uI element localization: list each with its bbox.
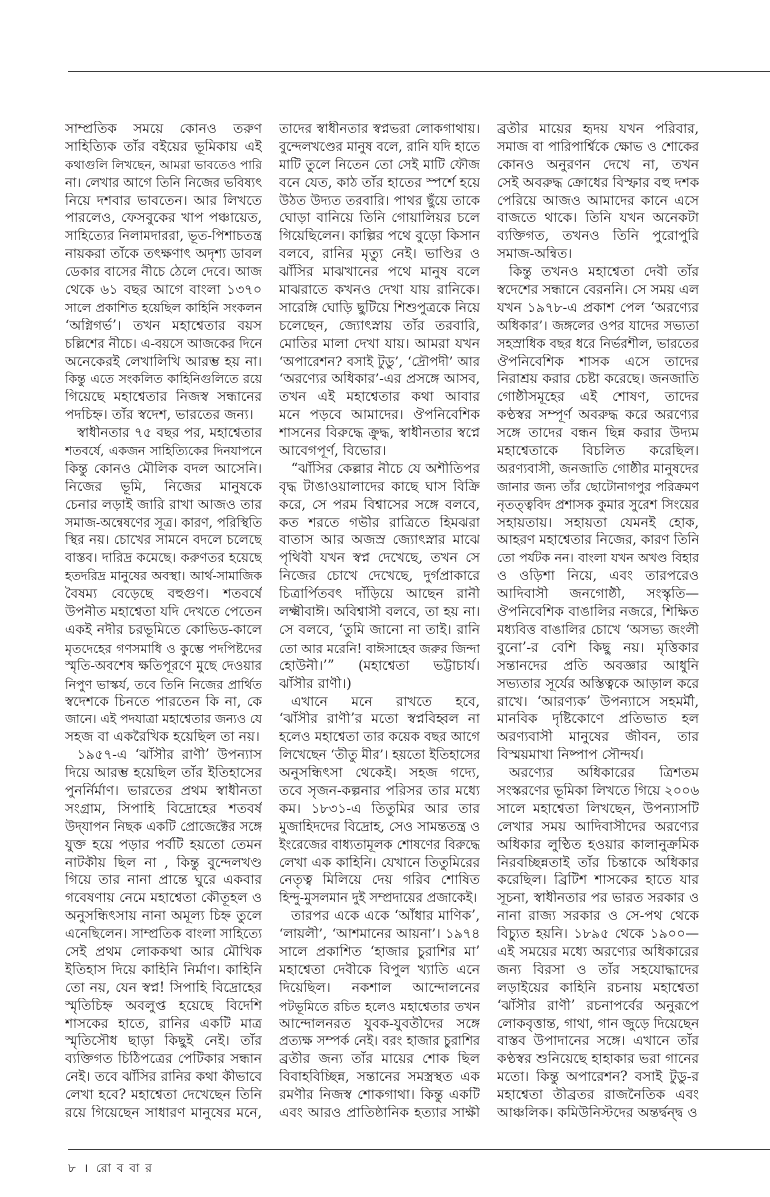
- text-line: লড়াইয়ের কাহিনি রচনায় মহাশ্বেতা: [497, 979, 699, 996]
- text-line: নিরাশ্রয় করার চেষ্টা করেছে। জনজাতি: [497, 372, 699, 388]
- text-line: নিপুণ ভাস্কর্য, তবে তিনি নিজের প্রার্থিত: [65, 676, 262, 692]
- text-line: ঝাঁসির মাঝখানের পথে মানুষ বলে: [279, 264, 480, 281]
- text-line: বাস্তব। দারিদ্র কমেছে। করুণতর হয়েছে: [65, 551, 262, 567]
- text-line: পদচিহ্ন। তাঁর স্বদেশ, ভারতের জন্য।: [65, 407, 254, 424]
- text-line: সভ্যতার সূর্যের অস্তিত্বকে আড়াল করে: [497, 676, 699, 692]
- text-line: লিখেছেন ‘তীতু মীর’। হয়তো ইতিহাসের: [279, 748, 480, 764]
- text-line: হলেও মহাশ্বেতা তার কয়েক বছর আগে: [279, 730, 480, 746]
- text-line: কণ্ঠস্বর সম্পূর্ণ অবরুদ্ধ করে অরণ্যের: [497, 407, 699, 424]
- text-line: ব্রতীর জন্য তাঁর মায়ের শোক ছিল: [279, 1051, 480, 1068]
- text-line: নৃতত্ত্ববিদ প্রশাসক কুমার সুরেশ সিংয়ের: [497, 497, 699, 513]
- text-line: নিজের চোখে দেখেছে, দুর্গপ্রাকারে: [279, 568, 480, 585]
- text-line: লেখা হবে? মহাশ্বেতা দেখেছেন তিনি: [65, 1087, 262, 1104]
- text-line: রমণীর নিজস্ব শোকগাথা। কিন্তু একটি: [279, 1087, 480, 1104]
- text-line: অরণ্যের অধিকারের ত্রিশতম: [509, 765, 699, 782]
- text-line: পারলেও, ফেসবুকের খাপ পঞ্চায়েত,: [65, 210, 262, 227]
- text-line: ‘ঝাঁসীর রাণী’র মতো স্বপ্নবিহ্বল না: [279, 711, 480, 728]
- text-line: মুজাহিদদের বিদ্রোহ, সেও সামন্ততন্ত্র ও: [279, 819, 480, 835]
- text-line: সমাজ-অন্বিত।: [497, 246, 573, 263]
- text-line: বাজতে থাকে। তিনি যখন অনেকটা: [497, 210, 699, 227]
- text-line: আদিবাসী জনগোষ্ঠী, সংস্কৃতি—: [497, 586, 699, 603]
- text-line: কোনও অনুরণন দেখে না, তখন: [497, 156, 699, 173]
- text-line: নাটকীয় ছিল না , কিন্তু বুন্দেলখণ্ড: [65, 854, 262, 871]
- text-line: অরণ্যবাসী, জনজাতি গোষ্ঠীর মানুষদের: [497, 461, 699, 477]
- text-line: বৃদ্ধ টাঙাওয়ালাদের কাছে ঘাস বিক্রি: [279, 478, 480, 495]
- text-line: নিজের ভূমি, নিজের মানুষকে: [65, 478, 262, 495]
- text-line: নিরবচ্ছিন্নতাই তাঁর চিন্তাকে অধিকার: [497, 854, 699, 871]
- text-line: সারেঙ্গি ঘোড়ি ছুটিয়ে শিশুপুত্রকে নিয়ে: [279, 300, 480, 316]
- text-line: অধিকার লুণ্ঠিত হওয়ার কালানুক্রমিক: [497, 836, 699, 853]
- text-line: সঙ্গে তাদের বন্ধন ছিন্ন করার উদ্যম: [497, 425, 699, 442]
- text-line: শাসনের বিরুদ্ধে ক্রুদ্ধ, স্বাধীনতার স্বপ্নে: [279, 425, 480, 442]
- text-line: তবে সৃজন-কল্পনার পরিসর তার মধ্যে: [279, 782, 480, 799]
- text-line: কিন্তু এতে সংকলিত কাহিনিগুলিতে রয়ে: [65, 372, 262, 387]
- text-line: আন্দোলনরত যুবক-যুবতীদের সঙ্গে: [279, 1015, 480, 1032]
- text-line: আঞ্চলিক। কমিউনিস্টদের অন্তর্দ্বন্দ্ব ও: [497, 1104, 698, 1121]
- text-line: তো নয়, যেন স্বপ্ন! সিপাহি বিদ্রোহের: [65, 979, 262, 996]
- text-line: বাতাস আর অজস্র জ্যোৎস্নার মাঝে: [279, 532, 480, 549]
- text-line: কিন্তু তখনও মহাশ্বেতা দেবী তাঁর: [509, 264, 699, 281]
- text-line: স্বদেশকে চিনতে পারতেন কি না, কে: [65, 693, 262, 710]
- text-line: অনেকেরই লেখালিখি আরম্ভ হয় না।: [65, 353, 262, 370]
- text-line: উপনীত মহাশ্বেতা যদি দেখতে পেতেন: [65, 605, 262, 621]
- text-line: গবেষণায় নেমে মহাশ্বেতা কৌতূহল ও: [65, 890, 262, 907]
- text-line: অধিকার’। জঙ্গলের ওপর যাদের সভ্যতা: [497, 318, 699, 334]
- text-line: ‘অরণ্যের অধিকার’-এর প্রসঙ্গে আসব,: [279, 372, 480, 388]
- text-line: লেখা এক কাহিনি। যেখানে তিতুমিরের: [279, 855, 480, 871]
- text-line: ‘ঝাঁসীর রাণী’ রচনাপর্বের অনুরূপে: [497, 997, 699, 1014]
- text-line: মাটি তুলে নিতেন তো সেই মাটি ফৌজ: [279, 157, 480, 173]
- text-line: ডেকার বাসের নীচে ঠেলে দেবে। আজ: [65, 265, 262, 281]
- text-line: জানার জন্য তাঁর ছোটোনাগপুর পরিক্রমণ: [497, 479, 699, 494]
- text-line: কিন্তু কোনও মৌলিক বদল আসেনি।: [65, 460, 262, 477]
- text-line: সমাজ বা পারিপার্শ্বিকে ক্ষোভ ও শোকের: [497, 139, 699, 155]
- text-line: ইংরেজের বাধ্যতামূলক শোষণের বিরুদ্ধে: [279, 837, 480, 853]
- text-line: অনুসন্ধিৎসায় নানা অমূল্য চিহ্ন তুলে: [65, 908, 262, 925]
- text-line: আবেগপূর্ণ, বিভোর।: [279, 443, 387, 460]
- text-line: নেই। তবে ঝাঁসির রানির কথা কীভাবে: [65, 1070, 262, 1086]
- text-line: হিন্দু-মুসলমান দুই সম্প্রদায়ের প্রজাকেই।: [279, 891, 477, 907]
- text-line: উদ্‌যাপন নিছক একটি প্রোজেক্টের সঙ্গে: [65, 819, 262, 835]
- text-column: [497, 121, 699, 1123]
- text-line: বুন্দেলখণ্ডের মানুষ বলে, রানি যদি হাতে: [279, 139, 480, 155]
- text-line: চলেছেন, জ্যোৎস্নায় তাঁর তরবারি,: [279, 317, 480, 334]
- text-line: মনে পড়বে আমাদের। ঔপনিবেশিক: [279, 407, 480, 424]
- text-line: মানবিক দৃষ্টিকোণে প্রতিভাত হল: [497, 711, 699, 728]
- text-line: কম। ১৮৩১-এ তিতুমির আর তার: [279, 800, 480, 817]
- text-line: ঔপনিবেশিক শাসক এসে তাদের: [497, 353, 699, 370]
- text-line: মাঝরাতে কখনও দেখা যায় রানিকে।: [279, 282, 480, 299]
- text-line: নায়করা তাঁকে তৎক্ষণাৎ অদৃশ্য ডাবল: [65, 247, 262, 263]
- text-line: এনেছিলেন। সাম্প্রতিক বাংলা সাহিত্যে: [65, 927, 262, 943]
- text-line: সংগ্রাম, সিপাহি বিদ্রোহের শতবর্ষ: [65, 800, 262, 817]
- text-line: পৃথিবী যখন স্বপ্ন দেখেছে, তখন সে: [279, 550, 480, 567]
- text-line: তো আর মরেনি! বাঈসাহেব জরুর জিন্দা: [279, 640, 480, 656]
- footer-separator: ।: [83, 1161, 89, 1175]
- text-line: পেরিয়ে আজও আমাদের কানে এসে: [497, 192, 699, 209]
- text-line: কণ্ঠস্বর শুনিয়েছে হাহাকার ভরা গানের: [497, 1051, 699, 1068]
- text-column: [65, 121, 262, 1123]
- text-line: স্মৃতি-অবশেষ ক্ষতিপূরণে মুছে দেওয়ার: [65, 658, 262, 674]
- text-line: ঔপনিবেশিক বাঙালির নজরে, শিক্ষিত: [497, 604, 699, 621]
- text-line: যুক্ত হয়ে পড়ার পর্বটি হয়তো তেমন: [65, 836, 262, 853]
- text-line: রয়ে গিয়েছেন সাধারণ মানুষের মনে,: [65, 1104, 262, 1121]
- text-line: সহস্রাধিক বছর ধরে নির্ভরশীল, ভারতের: [497, 336, 699, 352]
- text-line: মহাশ্বেতা দেবীকে বিপুল খ্যাতি এনে: [279, 961, 480, 978]
- text-line: তারপর একে একে ‘আঁধার মাণিক’,: [291, 908, 480, 925]
- text-line: করেছিল। ব্রিটিশ শাসকের হাতে যার: [497, 872, 699, 889]
- text-line: গিয়েছে মহাশ্বেতার নিজস্ব সন্ধানের: [65, 389, 262, 406]
- text-line: হতদরিদ্র মানুষের অবস্থা। আর্থ-সামাজিক: [65, 569, 262, 584]
- text-line: এখানে মনে রাখতে হবে,: [291, 693, 480, 710]
- text-line: চল্লিশের নীচে। এ-বয়সে আজকের দিনে: [65, 336, 262, 352]
- text-line: যখন ১৯৭৮-এ প্রকাশ পেল ‘অরণ্যের: [497, 299, 699, 316]
- text-line: মতো। কিন্তু অপারেশন? বসাই টুডু-র: [497, 1069, 699, 1086]
- text-line: থেকে ৬১ বছর আগে বাংলা ১৩৭০: [65, 282, 262, 299]
- text-line: এই সময়ের মধ্যে অরণ্যের অধিকারের: [497, 943, 699, 960]
- text-line: মহাশ্বেতা তীব্রতর রাজনৈতিক এবং: [497, 1087, 699, 1104]
- text-line: লক্ষ্মীবাঈ। অবিশ্বাসী বলবে, তা হয় না।: [279, 605, 480, 621]
- text-line: জন্য বিরসা ও তাঁর সহযোদ্ধাদের: [497, 961, 699, 978]
- text-line: মোতির মালা দেখা যায়। আমরা যখন: [279, 335, 480, 352]
- text-line: স্মৃতিচিহ্ন অবলুপ্ত হয়েছে বিদেশি: [65, 997, 262, 1014]
- text-line: স্থির নয়। চোখের সামনে বদলে চলেছে: [65, 533, 262, 549]
- text-line: দিয়েছিল। নকশাল আন্দোলনের: [279, 979, 480, 996]
- text-line: সহজ বা একরৈখিক হয়েছিল তা নয়।: [65, 729, 260, 746]
- text-line: কত শরতে গভীর রাত্রিতে হিমঝরা: [279, 514, 480, 531]
- page-number: ৮: [68, 1161, 76, 1175]
- text-line: সূচনা, স্বাধীনতার পর ভারত সরকার ও: [497, 891, 699, 907]
- text-line: না। লেখার আগে তিনি নিজের ভবিষ্যৎ: [65, 175, 262, 191]
- text-line: প্রত্যক্ষ সম্পর্ক নেই। বরং হাজার চুরাশির: [279, 1034, 480, 1050]
- text-line: এবং আরও প্রাতিষ্ঠানিক হত্যার সাক্ষী: [279, 1104, 480, 1121]
- text-line: লোকবৃত্তান্ত, গাথা, গান জুড়ে দিয়েছেন: [497, 1016, 699, 1032]
- text-line: ব্যক্তিগত, তখনও তিনি পুরোপুরি: [497, 228, 699, 245]
- footer-rule: [68, 1149, 770, 1150]
- text-line: ব্যক্তিগত চিঠিপত্রের পেটিকার সন্ধান: [65, 1051, 262, 1068]
- text-line: ঘোড়া বানিয়ে তিনি গোয়ালিয়র চলে: [279, 210, 480, 227]
- text-line: সাম্প্রতিক সময়ে কোনও তরুণ: [65, 121, 262, 137]
- text-line: মহাশ্বেতাকে বিচলিত করেছিল।: [497, 443, 699, 460]
- text-line: ইতিহাস দিয়ে কাহিনি নির্মাণ। কাহিনি: [65, 961, 262, 978]
- text-line: বিচ্যুত হয়নি। ১৮৯৫ থেকে ১৯০০—: [497, 926, 699, 943]
- text-line: ‘লায়লী’, ‘আশমানের আয়না’। ১৯৭৪: [279, 927, 480, 943]
- text-line: করে, সে পরম বিশ্বাসের সঙ্গে বলবে,: [279, 496, 480, 513]
- text-line: সেই অবরুদ্ধ ক্রোধের বিস্ফার বহু দশক: [497, 174, 699, 191]
- text-line: দিয়ে আরম্ভ হয়েছিল তাঁর ইতিহাসের: [65, 765, 262, 782]
- section-name: রো ব বা র: [96, 1161, 153, 1175]
- text-line: বুনো’-র বেশি কিছু নয়। মৃত্তিকার: [497, 639, 699, 656]
- text-line: সেই প্রথম লোককথা আর মৌখিক: [65, 943, 262, 960]
- text-line: একই নদীর চরভূমিতে কোভিড-কালে: [65, 621, 262, 638]
- text-line: সমাজ-অন্বেষণের সূত্র। কারণ, পরিস্থিতি: [65, 515, 262, 531]
- text-line: জানে। এই পদযাত্রা মহাশ্বেতার জন্যও যে: [65, 712, 262, 727]
- text-line: ১৯৫৭-এ ‘ঝাঁসীর রাণী’ উপন্যাস: [77, 747, 262, 764]
- text-line: তো পর্যটক নন। বাংলা যখন অখণ্ড বিহার: [497, 551, 699, 566]
- text-line: সালে মহাশ্বেতা লিখছেন, উপন্যাসটি: [497, 800, 699, 817]
- text-line: তাদের স্বাধীনতার স্বপ্নভরা লোকগাথায়।: [279, 122, 480, 137]
- text-line: গিয়েছিলেন। কাল্পির পথে বুড়ো কিসান: [279, 229, 480, 245]
- text-line: স্বাধীনতার ৭৫ বছর পর, মহাশ্বেতার: [77, 426, 262, 442]
- text-line: সাহিত্যিক তাঁর বইয়ের ভূমিকায় এই: [65, 138, 262, 155]
- text-line: চিত্রার্পিতবৎ দাঁড়িয়ে আছেন রানী: [279, 586, 480, 603]
- text-line: ও ওড়িশা নিয়ে, এবং তারপরেও: [497, 568, 699, 585]
- text-line: স্বদেশের সন্ধানে বেরননি। সে সময় এল: [497, 283, 699, 299]
- text-line: ব্রতীর মায়ের হৃদয় যখন পরিবার,: [497, 121, 699, 137]
- text-line: ‘অপারেশন? বসাই টুডু’, ‘দ্রৌপদী’ আর: [279, 354, 480, 370]
- text-line: বিবাহবিচ্ছিন্ন, সন্তানের সমস্ত্রস্থত এক: [279, 1069, 480, 1086]
- text-line: নেতৃত্ব মিলিয়ে দেয় গরিব শোষিত: [279, 872, 480, 889]
- text-line: বলবে, রানির মৃত্যু নেই। ভাণ্ডির ও: [279, 246, 480, 263]
- text-line: তখন এই মহাশ্বেতার কথা আবার: [279, 389, 480, 406]
- page-footer: [68, 1158, 157, 1178]
- text-line: সালে প্রকাশিত ‘হাজার চুরাশির মা’: [279, 943, 480, 960]
- text-line: উঠত উদ্যত তরবারি। পাথর ছুঁয়ে তাকে: [279, 193, 480, 209]
- text-column: [279, 121, 480, 1123]
- text-line: বনে যেত, কাঠ তাঁর হাতের স্পর্শে হয়ে: [279, 174, 480, 191]
- text-line: অনুসন্ধিৎসা থেকেই। সহজ গদ্যে,: [279, 765, 480, 782]
- text-line: সহায়তায়। সহায়তা যেমনই হোক,: [497, 514, 699, 531]
- text-line: সালে প্রকাশিত হয়েছিল কাহিনি সংকলন: [65, 300, 262, 315]
- text-line: রাখে। ‘আরণ্যক’ উপন্যাসে সহমর্মী,: [497, 693, 699, 710]
- text-line: ঝাঁসীর রাণী।): [279, 675, 352, 692]
- text-line: নানা রাজ্য সরকার ও সে-পথ থেকে: [497, 908, 699, 925]
- text-line: বৈষম্য বেড়েছে বহুগুণ। শতবর্ষে: [65, 586, 262, 603]
- text-line: আহরণ মহাশ্বেতার নিজের, কারণ তিনি: [497, 533, 699, 549]
- text-line: মৃতদেহের গণসমাধি ও কুম্ভে পদপিষ্টদের: [65, 640, 262, 656]
- text-line: সংস্করণের ভূমিকা লিখতে গিয়ে ২০০৬: [497, 783, 699, 799]
- header-rule: [68, 71, 770, 72]
- text-line: হোউনী।’” (মহাশ্বেতা ভট্টাচার্য।: [279, 657, 480, 674]
- text-line: শাসকের হাতে, রানির একটি মাত্র: [65, 1015, 262, 1032]
- text-line: “ঝাঁসির কেল্লার নীচে যে অশীতিপর: [291, 460, 480, 477]
- text-line: ‘অগ্নিগর্ভ’। তখন মহাশ্বেতার বয়স: [65, 317, 262, 334]
- text-line: বিস্ময়মাখা নিষ্পাপ সৌন্দর্য।: [497, 747, 644, 764]
- text-line: শতবর্ষে, একজন সাহিত্যিকের দিনযাপনে: [65, 444, 262, 459]
- text-line: লেখার সময় আদিবাসীদের অরণ্যের: [497, 818, 699, 835]
- text-line: কথাগুলি লিখছেন, আমরা ভাবতেও পারি: [65, 157, 262, 172]
- text-line: সে বলবে, ‘তুমি জানো না তাই। রানি: [279, 621, 480, 638]
- text-line: বাস্তব উপাদানের সঙ্গে। এখানে তাঁর: [497, 1033, 699, 1050]
- text-line: সাহিত্যের নিলামদাররা, ভূত-পিশাচতন্ত্র: [65, 229, 262, 245]
- text-line: পুনর্নির্মাণ। ভারতের প্রথম স্বাধীনতা: [65, 782, 262, 799]
- text-line: নিয়ে দশবার ভাবতেন। আর লিখতে: [65, 192, 262, 209]
- text-line: গোষ্ঠীসমূহের এই শোষণ, তাদের: [497, 389, 699, 406]
- text-line: স্মৃতিসৌধ ছাড়া কিছুই নেই। তাঁর: [65, 1033, 262, 1050]
- text-line: সন্তানদের প্রতি অবজ্ঞার আধুনি: [497, 657, 699, 674]
- text-line: গিয়ে তার নানা প্রান্তে ঘুরে একবার: [65, 872, 262, 889]
- text-line: অরণ্যবাসী মানুষের জীবন, তার: [497, 729, 699, 746]
- text-line: চেনার লড়াই জারি রাখা আজও তার: [65, 496, 262, 513]
- text-line: মধ্যবিত্ত বাঙালির চোখে ‘অসভ্য জংলী: [497, 622, 699, 638]
- text-line: পটভূমিতে রচিত হলেও মহাশ্বেতার তখন: [279, 998, 480, 1014]
